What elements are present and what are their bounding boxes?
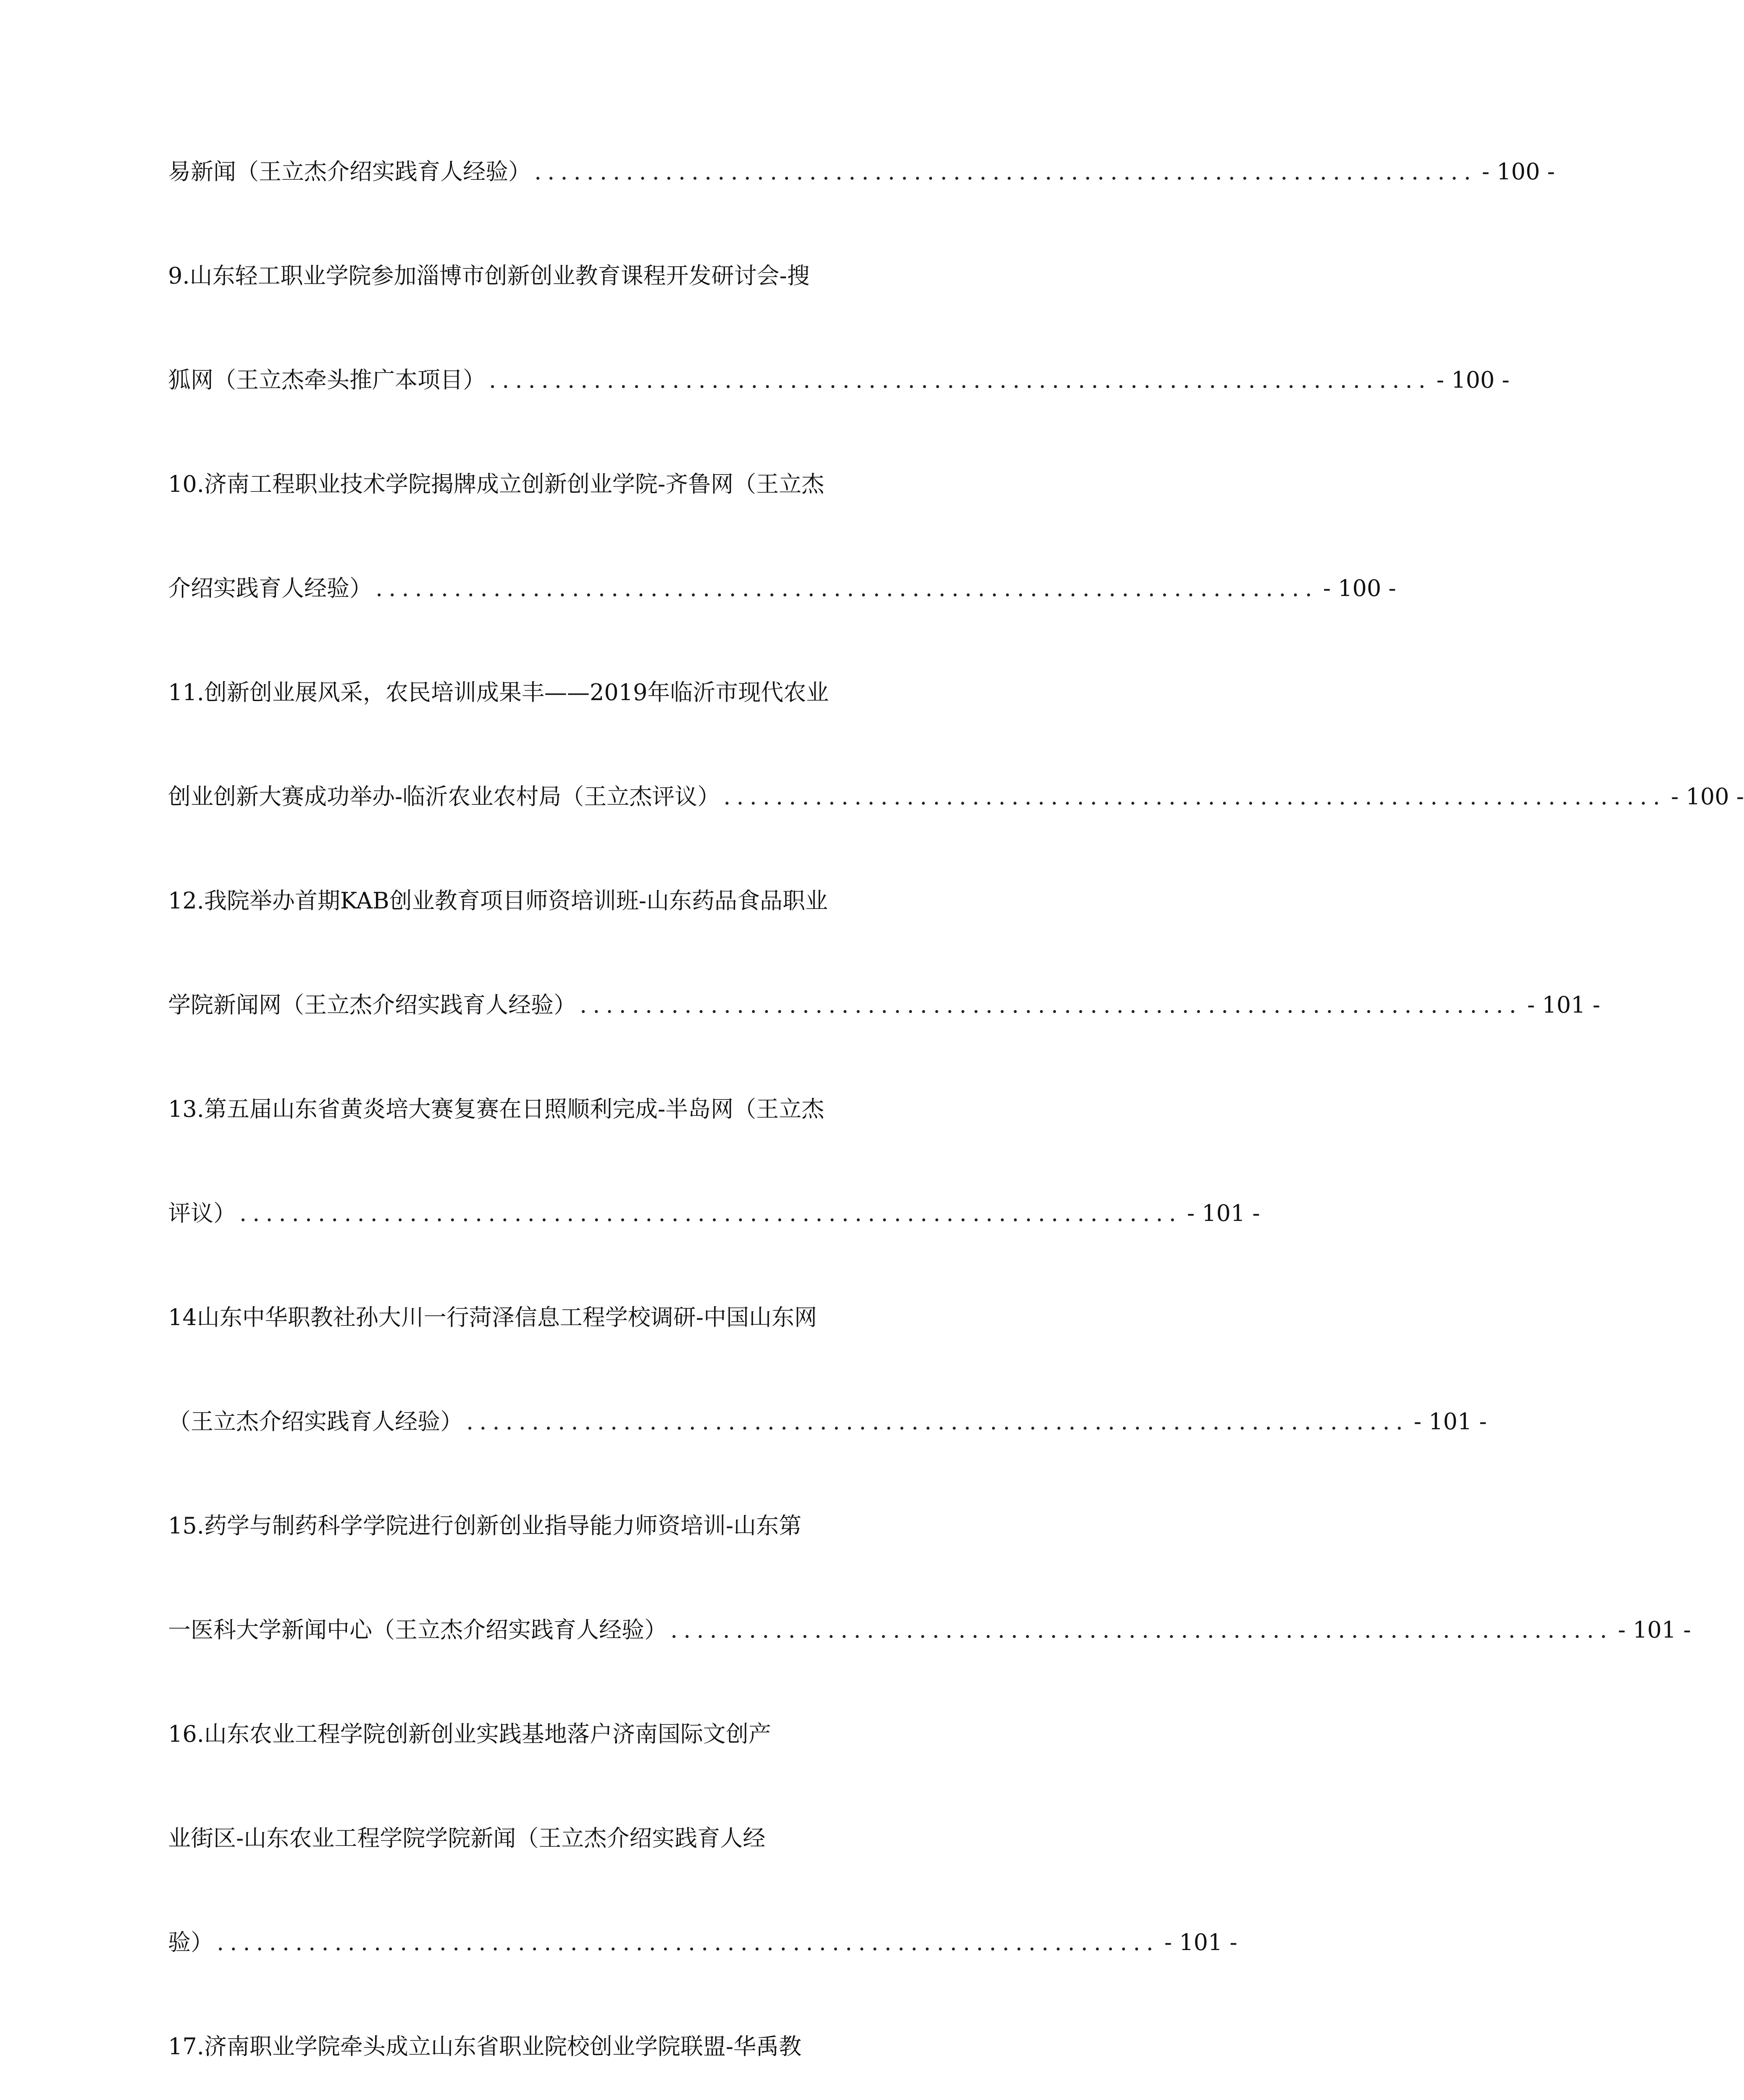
toc-entry-text: 11.创新创业展风采，农民培训成果丰——2019年临沂市现代农业 xyxy=(168,679,829,706)
dot-leader: ........................................................................ xyxy=(670,1617,1613,1643)
dot-leader: ........................................................................ xyxy=(534,158,1477,185)
toc-entry xyxy=(168,640,1744,849)
toc-entry-text: 业街区-山东农业工程学院学院新闻（王立杰介绍实践育人经 xyxy=(168,1825,766,1851)
toc-entry-last-line xyxy=(168,745,1744,849)
toc-entry-text: 9.山东轻工职业学院参加淄博市创新创业教育课程开发研讨会-搜 xyxy=(168,262,810,289)
toc-entry-last-line xyxy=(168,1370,1487,1474)
page-number: - 100 - xyxy=(1481,158,1555,185)
toc-entry-last-line xyxy=(168,328,1510,432)
toc-entry xyxy=(168,1057,1260,1265)
dot-leader: ........................................................................ xyxy=(580,992,1522,1018)
toc-entry xyxy=(168,1682,1237,1995)
toc-entry-text: 一医科大学新闻中心（王立杰介绍实践育人经验） xyxy=(168,1617,667,1643)
page-number: - 100 - xyxy=(1323,575,1396,601)
page-number: - 101 - xyxy=(1164,1929,1237,1956)
dot-leader: ........................................................................ xyxy=(376,575,1318,601)
toc-entry-text: （王立杰介绍实践育人经验） xyxy=(168,1408,463,1435)
toc-entry xyxy=(168,432,1396,640)
dot-leader: ........................................................................ xyxy=(466,1408,1409,1435)
toc-entry xyxy=(168,1474,1691,1682)
dot-leader: ........................................................................ xyxy=(723,783,1666,810)
page-number: - 101 - xyxy=(1413,1408,1487,1435)
page-number: - 100 - xyxy=(1671,783,1744,810)
page-number: - 101 - xyxy=(1618,1617,1691,1643)
toc-entry-text: 狐网（王立杰牵头推广本项目） xyxy=(168,367,486,393)
toc-entry-text: 创业创新大赛成功举办-临沂农业农村局（王立杰评议） xyxy=(168,783,720,810)
toc-entry-text: 16.山东农业工程学院创新创业实践基地落户济南国际文创产 xyxy=(168,1721,771,1747)
dot-leader: ........................................................................ xyxy=(489,367,1431,393)
toc-entry-text: 17.济南职业学院牵头成立山东省职业院校创业学院联盟-华禹教 xyxy=(168,2033,802,2060)
toc-entry-last-line xyxy=(168,953,1600,1057)
toc-entry-text: 介绍实践育人经验） xyxy=(168,575,372,601)
toc-entry-text: 验） xyxy=(168,1929,213,1956)
toc-entry-last-line xyxy=(168,536,1396,640)
toc-entry-text: 易新闻（王立杰介绍实践育人经验） xyxy=(168,158,531,185)
page-number: - 100 - xyxy=(1436,367,1510,393)
toc-entry-last-line xyxy=(168,120,1555,224)
page-number: - 101 - xyxy=(1527,992,1600,1018)
toc-entry xyxy=(168,849,1600,1057)
page-number: - 101 - xyxy=(1187,1200,1260,1226)
toc-entry xyxy=(168,120,1555,224)
toc-entry-text: 15.药学与制药科学学院进行创新创业指导能力师资培训-山东第 xyxy=(168,1512,802,1539)
toc-entry-text: 13.第五届山东省黄炎培大赛复赛在日照顺利完成-半岛网（王立杰 xyxy=(168,1096,825,1122)
toc-entry-text: 评议） xyxy=(168,1200,236,1226)
toc-entry-text: 12.我院举办首期KAB创业教育项目师资培训班-山东药品食品职业 xyxy=(168,887,828,914)
toc-entry xyxy=(168,224,1510,432)
dot-leader: ........................................................................ xyxy=(239,1200,1182,1226)
toc-entry xyxy=(168,1265,1487,1474)
toc-entry-text: 学院新闻网（王立杰介绍实践育人经验） xyxy=(168,992,576,1018)
toc-entry xyxy=(168,1995,844,2100)
table-of-contents xyxy=(168,120,1744,2100)
toc-entry-text: 14山东中华职教社孙大川一行菏泽信息工程学校调研-中国山东网 xyxy=(168,1304,817,1331)
toc-entry-last-line xyxy=(168,1890,1237,1995)
dot-leader: ........................................................................ xyxy=(217,1929,1159,1956)
toc-entry-last-line xyxy=(168,1161,1260,1265)
toc-entry-last-line xyxy=(168,1578,1691,1682)
toc-entry-text: 10.济南工程职业技术学院揭牌成立创新创业学院-齐鲁网（王立杰 xyxy=(168,471,825,497)
